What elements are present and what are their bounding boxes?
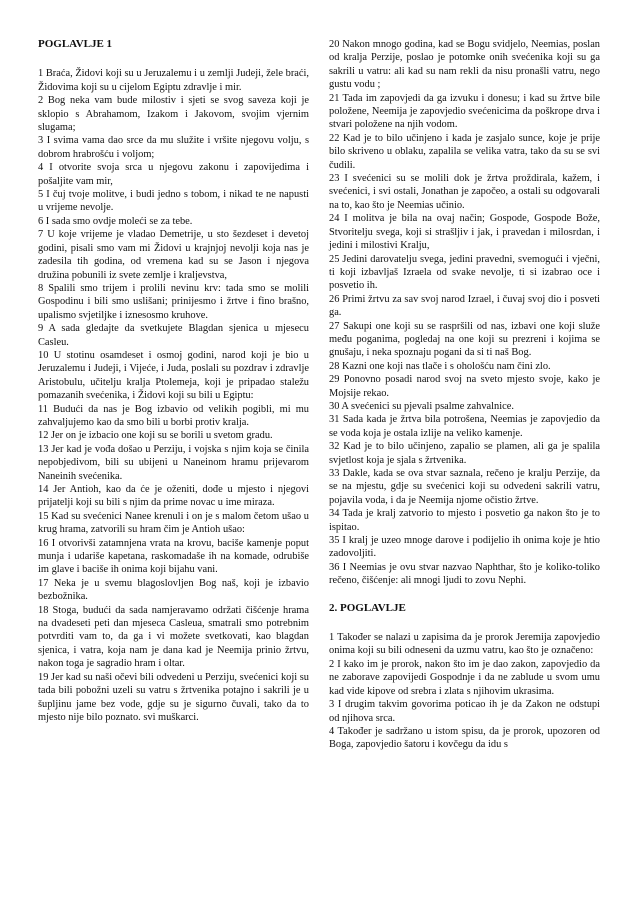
- verse: 2 I kako im je prorok, nakon što im je dao zakon, zapovjedio da ne zaborave zapovijedi Gospodnje i da ne zablude u svom umu kad vide kipove od srebra i zlata s njihovim ukrasima.: [329, 658, 600, 697]
- verse: 34 Tada je kralj zatvorio to mjesto i posvetio ga nakon što je to ispitao.: [329, 508, 600, 533]
- verse: 32 Kad je to bilo učinjeno, zapalio se plamen, ali ga je spalila svjetlost koja je sjala s žrtvenika.: [329, 441, 600, 466]
- verse: 33 Dakle, kada se ova stvar saznala, rečeno je kralju Perzije, da se na mjestu, gdje su svećenici koji su odvedeni sakrili vatru, pojavila voda, i da je Neemija njome očistio žrtve.: [329, 468, 600, 506]
- verse: 18 Stoga, budući da sada namjeravamo održati čišćenje hrama na dvadeseti peti dan mjeseca Casleua, smatrali smo potrebnim potvrditi vam to, da ga i vi možete svetkovati, kao blagdan sjenica, i vatra, koja nam je dana kad je Neemija prinio žrtvu, nakon toga je sagradio hram i oltar.: [38, 604, 309, 670]
- verse: 14 Jer Antioh, kao da će je oženiti, dođe u mjesto i njegovi prijatelji koji su bili s njim da prime novac u ime miraza.: [38, 484, 309, 509]
- verse: 20 Nakon mnogo godina, kad se Bogu svidjelo, Neemias, poslan od kralja Perzije, poslao je potomke onih svećenika koji su ga sakrili u vatru: ali kad su nam rekli da nisu pronašli vatru, nego gustu vodu ;: [329, 39, 600, 91]
- verse: 5 I čuj tvoje molitve, i budi jedno s tobom, i nikad te ne napusti u vrijeme nevolje.: [38, 189, 309, 214]
- verse: 29 Ponovno posadi narod svoj na sveto mjesto svoje, kako je Mojsije rekao.: [329, 374, 600, 399]
- verse: 27 Sakupi one koji su se raspršili od nas, izbavi one koji služe među poganima, pogledaj na one koji su prezreni i kojima se gnušaju, i neka spoznaju pogani da si ti naš Bog.: [329, 320, 600, 359]
- verse: 7 U koje vrijeme je vladao Demetrije, u sto šezdeset i devetoj godini, pisali smo vam mi Židovi u krajnjoj nevolji koja nas je zadesila tih godina, od vremena kad su se Jason i njegova družina pobunili iz svete zemlje i kraljevstva,: [38, 229, 309, 281]
- left-column: [38, 38, 309, 902]
- verse: 35 I kralj je uzeo mnoge darove i podijelio ih onima koje je htio zadovoljiti.: [329, 535, 600, 560]
- verse: 13 Jer kad je vođa došao u Perziju, i vojska s njim koja se činila nepobjedivom, bili su ubijeni u Naneinom hramu prijevarom Naneinih svećenika.: [38, 443, 309, 482]
- verse: 2 Bog neka vam bude milostiv i sjeti se svog saveza koji je sklopio s Abrahamom, Izakom i Jakovom, svojim vjernim slugama;: [38, 95, 309, 134]
- verse: 3 I drugim takvim govorima poticao ih je da Zakon ne odstupi od njihova srca.: [329, 699, 600, 724]
- verse: 36 I Neemias je ovu stvar nazvao Naphthar, što je koliko-toliko rečeno, čišćenje: ali mnogi ljudi to zovu Nephi.: [329, 561, 600, 587]
- verse: 15 Kad su svećenici Nanee krenuli i on je s malom četom ušao u krug hrama, zatvorili su hram čim je Antioh ušao:: [38, 510, 309, 536]
- verse: 9 A sada gledajte da svetkujete Blagdan sjenica u mjesecu Casleu.: [38, 323, 309, 348]
- verse: 26 Primi žrtvu za sav svoj narod Izrael, i čuvaj svoj dio i posveti ga.: [329, 293, 600, 319]
- verse: 25 Jedini darovatelju svega, jedini pravedni, svemogući i vječni, ti koji izbavljaš Izraela od svake nevolje, ti si izabrao oce i posvetio ih.: [329, 253, 600, 292]
- verse: 11 Budući da nas je Bog izbavio od velikih pogibli, mi mu zahvaljujemo kao da smo bili u borbi protiv kralja.: [38, 403, 309, 428]
- chapter-2-heading: 2. POGLAVLJE: [329, 601, 406, 614]
- verse: 6 I sada smo ovdje moleći se za tebe.: [38, 215, 193, 227]
- verse: 28 Kazni one koji nas tlače i s ohološću nam čini zlo.: [329, 360, 551, 372]
- verse: 24 I molitva je bila na ovaj način; Gospode, Gospode Bože, Stvoritelju svega, koji si strašljiv i jak, i pravedan i milosrdan, i jedini i milostivi Kralju,: [329, 213, 600, 252]
- verse: 3 I svima vama dao srce da mu služite i vršite njegovu volju, s dobrom hrabrošću i voljom;: [38, 135, 309, 160]
- verse: 1 Braća, Židovi koji su u Jeruzalemu i u zemlji Judeji, žele braći, Židovima koji su u cijelom Egiptu zdravlje i mir.: [38, 68, 309, 93]
- verse: 19 Jer kad su naši očevi bili odvedeni u Perziju, svećenici koji su tada bili pobožni uzeli su vatru s žrtvenika potajno i sakrili je u šupljinu jame bez vode, gdje su je sigurno čuvali, tako da to mjesto nije bilo poznato. svi muškarci.: [38, 671, 309, 723]
- verse: 30 A svećenici su pjevali psalme zahvalnice.: [329, 400, 514, 412]
- verse: 10 U stotinu osamdeset i osmoj godini, narod koji je bio u Jeruzalemu i Judeji, i Vijeće, i Juda, poslali su pozdrav i zdravlje Aristobulu, učitelju kralja Ptolemeja, koji je pripadao staležu pomazanih svećenika, i Židovi koji su bili u Egiptu:: [38, 349, 309, 402]
- verse: 17 Neka je u svemu blagoslovljen Bog naš, koji je izbavio bezbožnika.: [38, 577, 309, 603]
- verse: 4 I otvorite svoja srca u njegovu zakonu i zapovijedima i pošaljite vam mir,: [38, 162, 309, 187]
- verse: 22 Kad je to bilo učinjeno i kada je zasjalo sunce, koje je prije bilo skriveno u oblaku, zapalila se velika vatra, tako da su se svi čudili.: [329, 132, 600, 171]
- right-column: [329, 38, 600, 902]
- verse: 16 I otvorivši zatamnjena vrata na krovu, baciše kamenje poput munja i udariše kapetana, raskomadaše ih na komade, odrubiše im glave i baciše ih onima koji bijahu vani.: [38, 537, 309, 576]
- verse: 23 I svećenici su se molili dok je žrtva proždirala, kažem, i svećenici, i svi ostali, Jonathan je započeo, a ostali su odgovarali na to, kao što je Neemias učinio.: [329, 173, 600, 211]
- verse: 4 Također je sadržano u istom spisu, da je prorok, upozoren od Boga, zapovjedio šatoru i kovčegu da idu s: [329, 725, 600, 751]
- verse: 12 Jer on je izbacio one koji su se borili u svetom gradu.: [38, 430, 273, 442]
- verse: 1 Također se nalazi u zapisima da je prorok Jeremija zapovjedio onima koji su bili odneseni da uzmu vatru, kao što je označeno:: [329, 632, 600, 657]
- chapter-1-heading: POGLAVLJE 1: [38, 38, 113, 50]
- verse: 31 Sada kada je žrtva bila potrošena, Neemias je zapovjedio da se voda koja je ostala izlije na veliko kamenje.: [329, 414, 600, 439]
- verse: 8 Spalili smo trijem i prolili nevinu krv: tada smo se molili Gospodinu i bili smo uslišani; prinijesmo i žrtve i fino brašno, upalismo svjetiljke i iznesosmo kruhove.: [38, 282, 309, 321]
- verse: 21 Tada im zapovjedi da ga izvuku i donesu; i kad su žrtve bile položene, Neemija je zapovjedio svećenicima da poškrope drva i stvari položene na njih vodom.: [329, 92, 600, 131]
